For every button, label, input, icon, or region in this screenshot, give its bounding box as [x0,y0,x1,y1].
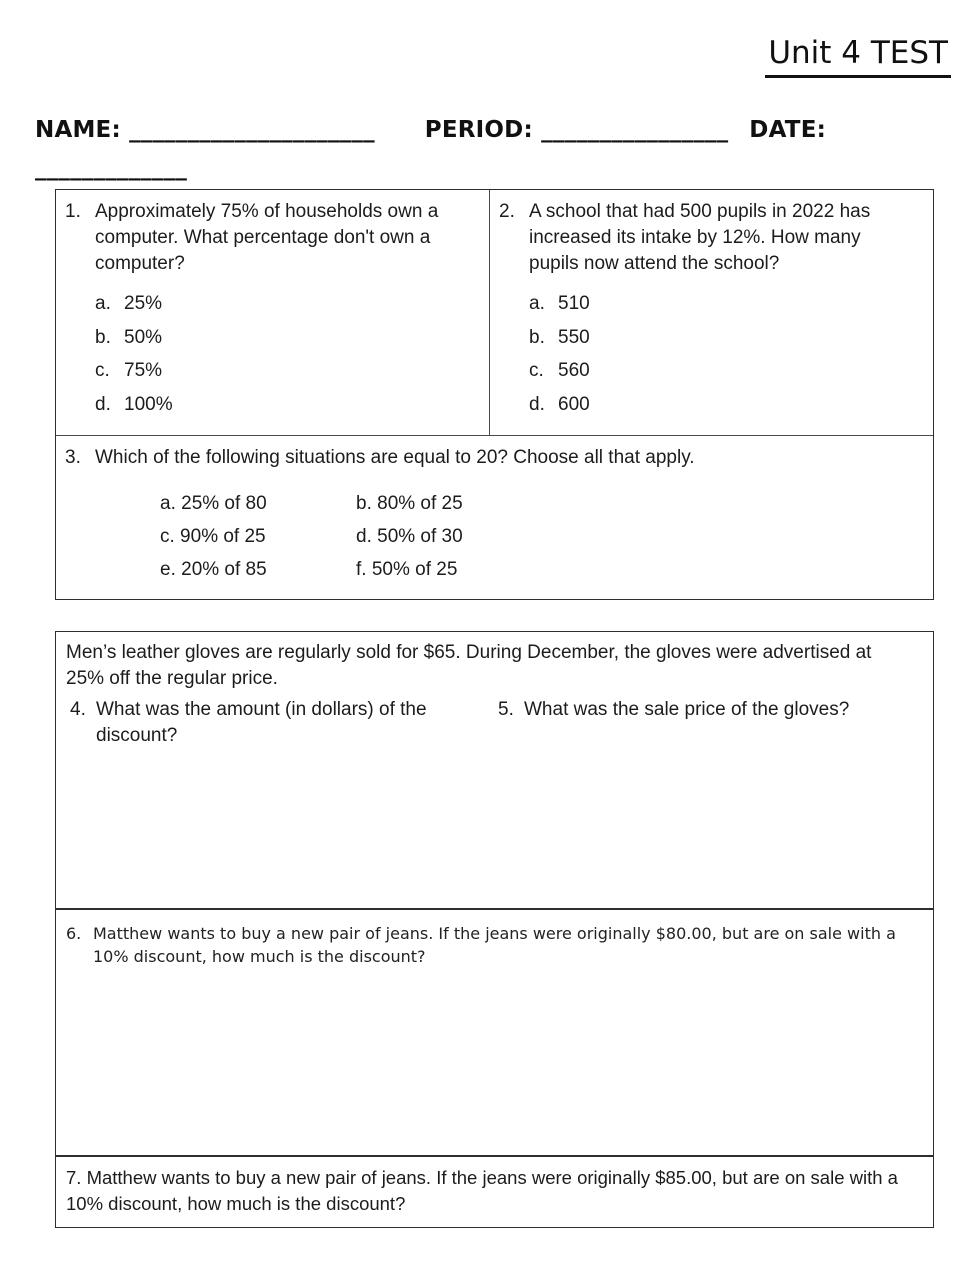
question-6-text: Matthew wants to buy a new pair of jeans. If the jeans were originally $80.00, but are on sale with a 10% discount, how much is the discount? [93,924,896,966]
question-4-number: 4. [70,699,86,720]
option-letter: d. [529,393,545,415]
option-q2-a [529,293,925,314]
option-letter: c. [529,360,544,381]
name-label: NAME: [35,117,121,143]
questions-1-3-table [55,189,934,600]
option-q3-c: c. 90% of 25 [160,526,266,547]
question-2-text: A school that had 500 pupils in 2022 has increased its intake by 12%. How many pupils now attend the school? [529,201,871,274]
option-text: 600 [558,393,590,415]
name-blank-line[interactable]: _____________________ [129,117,375,143]
header-fields [35,111,945,187]
option-q3-a: a. 25% of 80 [160,493,267,514]
option-letter: b. [529,326,545,348]
date-label: DATE: [749,117,827,143]
question-5-text: What was the sale price of the gloves? [524,699,850,720]
question-1 [65,199,481,277]
question-6-number: 6. [66,924,82,943]
document-title: Unit 4 TEST [765,36,951,78]
date-blank-line[interactable]: _____________ [35,155,188,181]
option-q1-b [95,327,481,348]
question-7-box [55,1156,934,1228]
option-q3-d: d. 50% of 30 [356,526,463,547]
question-4 [70,697,498,749]
question-6 [66,922,925,968]
option-text: 550 [558,326,590,348]
questions-4-5-row [70,697,923,749]
option-text: 560 [558,360,590,381]
option-letter: c. [95,360,110,381]
question-3-number: 3. [65,447,81,468]
option-letter: a. [529,293,545,314]
question-4-text: What was the amount (in dollars) of the discount? [96,699,427,746]
question-3-cell [56,436,933,599]
option-q2-d [529,394,925,415]
question-2-cell [490,190,933,435]
question-1-cell [56,190,490,435]
question-2 [499,199,925,277]
question-3 [65,445,925,471]
question-7-text: 7. Matthew wants to buy a new pair of jeans. If the jeans were originally $85.00, but are on sale with a 10% discount, how much is the discount? [66,1167,898,1214]
table-row-q1-q2 [56,190,933,436]
option-q3-f: f. 50% of 25 [356,559,458,580]
question-2-number: 2. [499,201,515,222]
option-text: 100% [124,393,173,415]
question-2-options [529,293,925,415]
option-text: 510 [558,293,590,314]
option-letter: a. [95,293,111,314]
option-q1-c [95,360,481,381]
question-5-number: 5. [498,699,514,720]
question-1-number: 1. [65,201,81,222]
period-label: PERIOD: [424,117,533,143]
option-q1-d [95,394,481,415]
question-3-options [160,493,925,580]
option-q1-a [95,293,481,314]
option-letter: d. [95,393,111,415]
option-letter: b. [95,326,111,348]
option-text: 50% [124,326,163,348]
option-text: 75% [124,360,163,381]
option-q2-b [529,327,925,348]
option-text: 25% [124,293,163,314]
option-q3-e: e. 20% of 85 [160,559,267,580]
question-1-options [95,293,481,415]
option-q3-b: b. 80% of 25 [356,493,463,514]
period-blank-line[interactable]: ________________ [541,117,729,143]
question-3-text: Which of the following situations are equal to 20? Choose all that apply. [95,447,695,468]
question-1-text: Approximately 75% of households own a computer. What percentage don't own a computer? [95,201,439,274]
gloves-intro-text: Men’s leather gloves are regularly sold for $65. During December, the gloves were advertised at 25% off the regular price. [66,642,872,689]
questions-4-5-box [55,631,934,909]
question-6-box [55,909,934,1156]
question-5 [498,697,923,749]
option-q2-c [529,360,925,381]
